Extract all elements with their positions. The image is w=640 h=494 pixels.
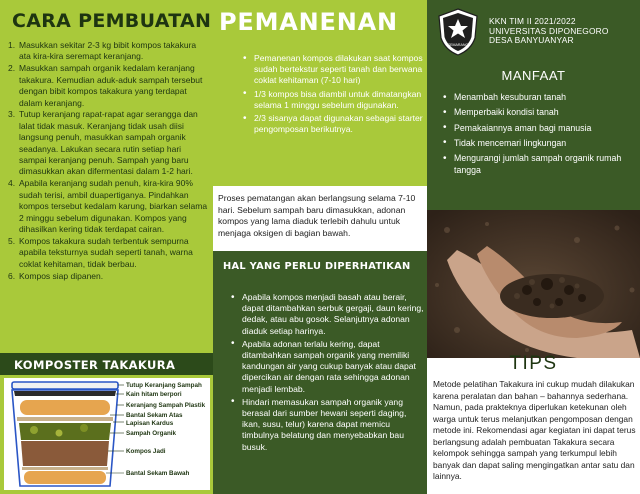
step-item: 6. Kompos siap dipanen.: [8, 270, 104, 281]
black-cloth-shape: [14, 391, 116, 396]
kkn-header: [489, 17, 609, 46]
list-item: • Mengurangi jumlah sampah organik rumah tangga: [441, 153, 636, 177]
komposter-diagram: [4, 378, 210, 490]
diagram-label: Kompos Jadi: [126, 448, 166, 455]
step-item: 5. Kompos takakura sudah terbentuk sempurna apabila teksturnya sudah seperti tanah, warna coklat kehitaman, tidak berbau.: [8, 235, 193, 269]
kkn-line: KKN TIM II 2021/2022: [489, 16, 576, 26]
diagram-label: Tutup Keranjang Sampah: [126, 382, 202, 389]
step-item: 2. Masukkan sampah organik kedalam keranjang takakura. Kemudian aduk-aduk sampah tersebut dengan bibit kompos takakura yang terdapat dalam keranjang.: [8, 63, 203, 108]
list-item: • Apabila kompos menjadi basah atau berair, dapat ditambahkan serbuk gergaji, daun kering, dedak, atau abu gosok. Selanjutnya adonan diaduk setiap harinya.: [229, 292, 425, 337]
finished-compost-shape: [21, 441, 109, 466]
diagram-label: Kain hitam berpori: [126, 391, 182, 398]
pemanenan-list: [241, 53, 423, 137]
komposter-title: KOMPOSTER TAKAKURA: [14, 358, 176, 372]
compost-hands-photo: [427, 210, 640, 358]
university-line: UNIVERSITAS DIPONEGORO: [489, 25, 609, 36]
list-item: • Apabila adonan terlalu kering, dapat ditambahkan sampah organik yang memiliki kandungan air yang cukup banyak atau dapat dipercikan air dengan rata sehingga adonan menjadi lembab.: [229, 339, 425, 395]
pemanenan-title: PEMANENAN: [219, 8, 398, 36]
waste-piece: [80, 424, 88, 432]
tips-text: Metode pelatihan Takakura ini cukup mudah dilakukan karena peralatan dan bahan – bahannya sederhana. Namun, pada prakteknya diperlukan ketekunan oleh warga untuk terus melanjutkan pengomposan dengan metode ini. Rekomendasi agar kegiatan ini dapat terus berlangsung adalah pembuatan Takakura secara kelompok sehingga sampah yang terkumpul lebih banyak dan dapat saling mengingatkan antar satu dan lainnya.: [433, 379, 636, 481]
top-husk-shape: [20, 400, 110, 415]
step-item: 4. Apabila keranjang sudah penuh, kira-kira 90% sudah terisi, ambil duapertiganya. Pindahkan kompos tersebut kedalam karung, biarkan selama 2 minggu sebelum digunakan. Kompos yang dihasilkan kering tidak terdapat cairan.: [8, 178, 208, 234]
manfaat-title: MANFAAT: [501, 68, 566, 83]
list-item: • Hindari memasukan sampah organik yang berasal dari sumber hewani seperti daging, ikan, susu, telur) karena dapat memicu timbulnya belatung dan menyebabkan bau busuk.: [229, 397, 425, 453]
proses-text: Proses pematangan akan berlangsung selama 7-10 hari. Sebelum sampah baru dimasukkan, adonan kompos yang lama diaduk terlebih dahulu untuk menjaga oksigen di bagian bawah.: [218, 193, 416, 238]
step-item: 1. Masukkan sekitar 2-3 kg bibit kompos takakura ata kira-kira seremapt keranjang.: [8, 40, 197, 62]
list-item: • 2/3 sisanya dapat digunakan sebagai starter pengomposan berikutnya.: [241, 113, 423, 135]
list-item: • Tidak mencemari lingkungan: [441, 138, 636, 150]
cardboard-lower-shape: [22, 467, 108, 470]
hal-list: [229, 292, 425, 455]
manfaat-panel: [427, 0, 640, 494]
waste-piece: [30, 426, 38, 434]
bottom-husk-shape: [24, 471, 106, 484]
list-item: • Pemakaiannya aman bagi manusia: [441, 123, 636, 135]
step-item: 3. Tutup keranjang rapat-rapat agar serangga dan lalat tidak masuk. Keranjang tidak usah diisi langsung penuh, masukkan sampah organik seadanya. Lakukan secara rutin setiap hari sampai keranjang penuh. Sampah yang baru dimasukkan akan difermentasi dalam 1-2 hari.: [8, 109, 198, 177]
diagram-label: Sampah Organik: [126, 430, 177, 437]
village-line: DESA BANYUANYAR: [489, 35, 574, 46]
compost-hands-illustration: [427, 210, 640, 358]
manfaat-list: [441, 92, 636, 180]
steps-list: [8, 40, 208, 283]
svg-text:SEMARANG: SEMARANG: [447, 43, 469, 47]
waste-piece: [56, 430, 63, 437]
tips-title: TIPS: [509, 353, 558, 374]
list-item: • 1/3 kompos bisa diambil untuk dimatangkan selama 1 minggu sebelum digunakan.: [241, 89, 423, 111]
komposter-diagram-svg: [4, 378, 210, 490]
cara-pembuatan-title: CARA PEMBUATAN: [12, 10, 212, 32]
diagram-label: Keranjang Sampah Plastik: [126, 402, 206, 409]
cardboard-shape: [17, 417, 113, 421]
diagram-label: Bantal Sekam Bawah: [126, 470, 190, 477]
list-item: • Memperbaiki kondisi tanah: [441, 107, 636, 119]
list-item: • Pemanenan kompos dilakukan saat kompos sudah bertekstur seperti tanah dan berwana coklat kehitaman (7-10 hari): [241, 53, 423, 87]
cara-pembuatan-panel: [0, 0, 213, 494]
undip-logo-icon: [437, 8, 479, 56]
diagram-label: Bantal Sekam Atas: [126, 412, 183, 419]
diagram-label: Lapisan Kardus: [126, 420, 174, 427]
hal-title: HAL YANG PERLU DIPERHATIKAN: [223, 261, 411, 272]
list-item: • Menambah kesuburan tanah: [441, 92, 636, 104]
lid-shape: [12, 382, 118, 389]
pemanenan-panel: [213, 0, 427, 494]
